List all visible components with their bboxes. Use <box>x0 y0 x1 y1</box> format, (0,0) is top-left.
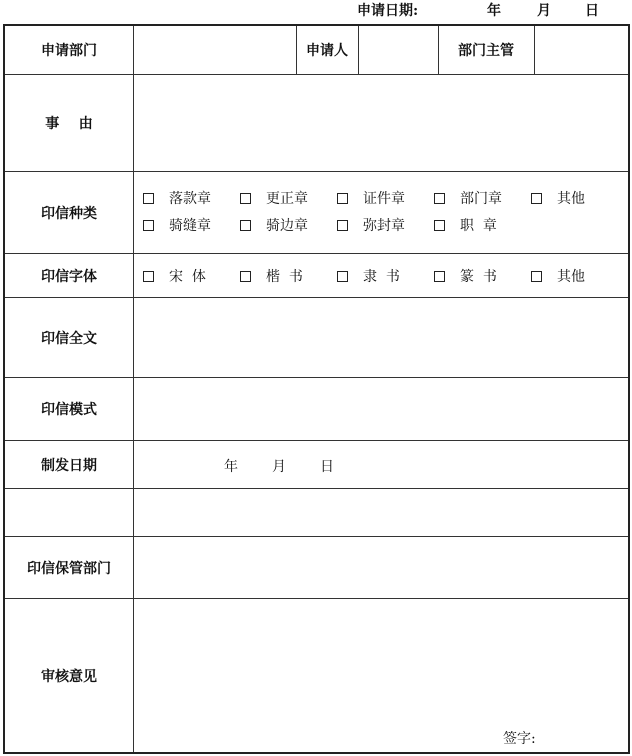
checkbox-icon[interactable] <box>337 220 348 231</box>
row-full-text <box>5 298 628 378</box>
seal-type-option-3[interactable]: 证件章 <box>337 188 405 208</box>
checkbox-icon[interactable] <box>531 271 542 282</box>
seal-application-form <box>3 24 630 754</box>
label-seal-font: 印信字体 <box>5 254 134 297</box>
application-date-day: 日 <box>585 3 599 19</box>
row-review <box>5 599 628 752</box>
checkbox-icon[interactable] <box>337 193 348 204</box>
label-applicant: 申请人 <box>296 26 359 74</box>
seal-font-option-5[interactable]: 其他 <box>531 266 585 286</box>
seal-font-option-4[interactable]: 篆 书 <box>434 266 497 286</box>
checkbox-icon[interactable] <box>143 193 154 204</box>
reason-field[interactable] <box>133 75 628 171</box>
row-reason <box>5 75 628 172</box>
issue-date-year: 年 <box>224 459 238 475</box>
signature-label: 签字: <box>503 731 536 747</box>
label-custody-dept: 印信保管部门 <box>5 537 134 598</box>
seal-type-option-7[interactable]: 骑边章 <box>240 215 308 235</box>
application-date-line <box>0 0 632 22</box>
application-date-year: 年 <box>487 3 501 19</box>
seal-style-field[interactable] <box>133 378 628 440</box>
application-date-month: 月 <box>537 3 551 19</box>
issue-date-day: 日 <box>320 459 334 475</box>
manager-field[interactable] <box>534 26 628 74</box>
row-custody-dept <box>5 537 628 599</box>
seal-type-option-9[interactable]: 职 章 <box>434 215 497 235</box>
row-seal-style <box>5 378 628 441</box>
label-blank <box>5 489 134 536</box>
checkbox-icon[interactable] <box>143 271 154 282</box>
seal-type-option-8[interactable]: 弥封章 <box>337 215 405 235</box>
label-issue-date: 制发日期 <box>5 441 134 488</box>
row-issue-date <box>5 441 628 489</box>
label-seal-style: 印信模式 <box>5 378 134 440</box>
department-field[interactable] <box>133 26 297 74</box>
custody-dept-field[interactable] <box>133 537 628 598</box>
applicant-field[interactable] <box>358 26 439 74</box>
checkbox-icon[interactable] <box>434 193 445 204</box>
checkbox-icon[interactable] <box>434 271 445 282</box>
checkbox-icon[interactable] <box>240 220 251 231</box>
seal-type-option-1[interactable]: 落款章 <box>143 188 211 208</box>
label-review: 审核意见 <box>5 599 134 752</box>
application-date-label: 申请日期: <box>357 3 419 19</box>
seal-type-option-5[interactable]: 其他 <box>531 188 585 208</box>
seal-type-option-6[interactable]: 骑缝章 <box>143 215 211 235</box>
checkbox-icon[interactable] <box>337 271 348 282</box>
row-seal-type <box>5 172 628 254</box>
checkbox-icon[interactable] <box>434 220 445 231</box>
label-manager: 部门主管 <box>438 26 535 74</box>
label-seal-type: 印信种类 <box>5 172 134 253</box>
checkbox-icon[interactable] <box>240 193 251 204</box>
label-department: 申请部门 <box>5 26 134 74</box>
seal-type-option-4[interactable]: 部门章 <box>434 188 502 208</box>
row-seal-font <box>5 254 628 298</box>
checkbox-icon[interactable] <box>531 193 542 204</box>
checkbox-icon[interactable] <box>143 220 154 231</box>
blank-field[interactable] <box>133 489 628 536</box>
seal-type-option-2[interactable]: 更正章 <box>240 188 308 208</box>
row-blank <box>5 489 628 537</box>
checkbox-icon[interactable] <box>240 271 251 282</box>
review-field[interactable] <box>133 599 628 752</box>
label-full-text: 印信全文 <box>5 298 134 377</box>
seal-font-option-3[interactable]: 隶 书 <box>337 266 400 286</box>
seal-font-option-1[interactable]: 宋 体 <box>143 266 206 286</box>
row-department <box>5 26 628 75</box>
seal-font-option-2[interactable]: 楷 书 <box>240 266 303 286</box>
label-reason: 事 由 <box>5 75 134 171</box>
issue-date-month: 月 <box>272 459 286 475</box>
full-text-field[interactable] <box>133 298 628 377</box>
